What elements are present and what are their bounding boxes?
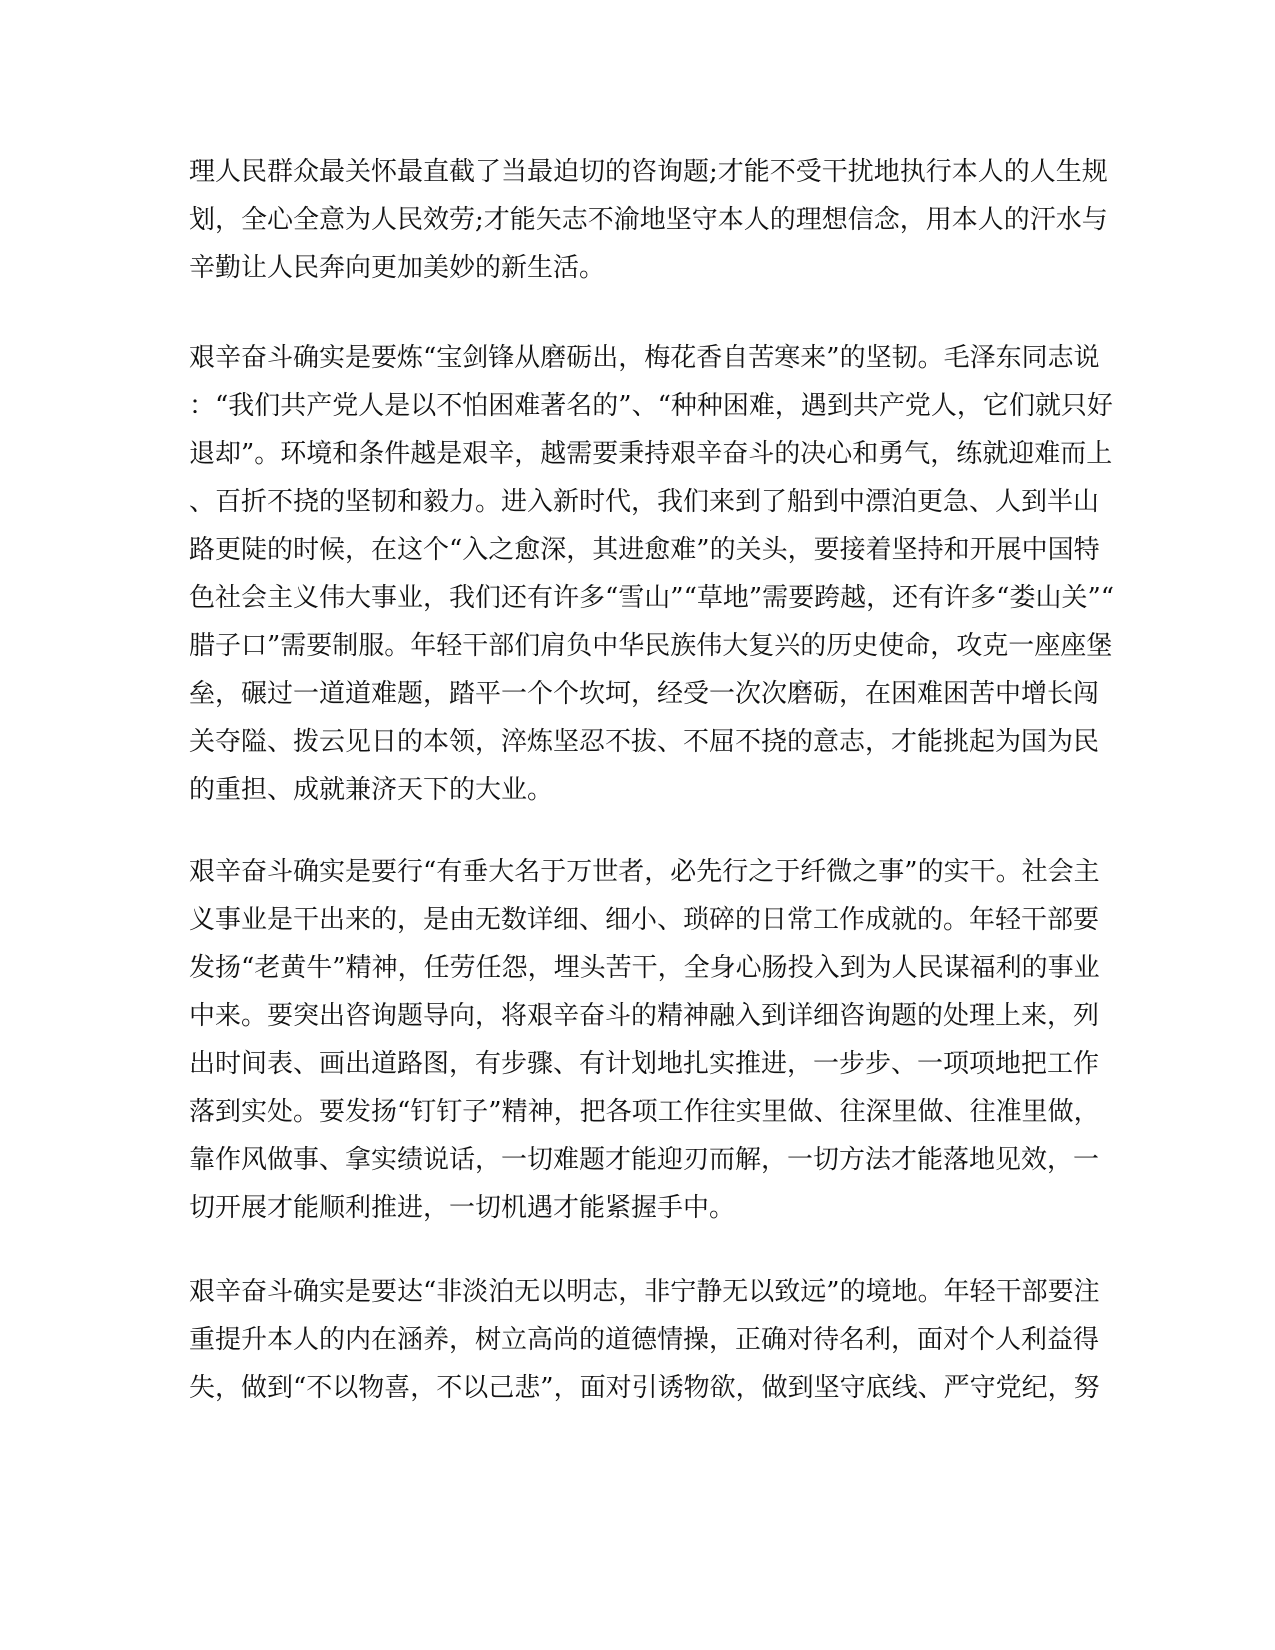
text-line: 落到实处。要发扬“钉钉子”精神，把各项工作往实里做、往深里做、往准里做， <box>189 1097 1100 1127</box>
text-line: 划，全心全意为人民效劳;才能矢志不渝地坚守本人的理想信念，用本人的汗水与 <box>189 205 1108 235</box>
text-line: 关夺隘、拨云见日的本领，淬炼坚忍不拔、不屈不挠的意志，才能挑起为国为民 <box>189 727 1100 757</box>
text-line: 辛勤让人民奔向更加美妙的新生活。 <box>189 253 606 283</box>
text-line: 义事业是干出来的，是由无数详细、细小、琐碎的日常工作成就的。年轻干部要 <box>189 905 1100 935</box>
text-line: 垒，碾过一道道难题，踏平一个个坎坷，经受一次次磨砺，在困难困苦中增长闯 <box>189 679 1100 709</box>
text-line: 理人民群众最关怀最直截了当最迫切的咨询题;才能不受干扰地执行本人的人生规 <box>189 157 1108 187</box>
text-line: 切开展才能顺利推进，一切机遇才能紧握手中。 <box>189 1193 736 1223</box>
paragraph-1 <box>189 148 1108 292</box>
text-line: 色社会主义伟大事业，我们还有许多“雪山”“草地”需要跨越，还有许多“娄山关”“ <box>189 583 1115 613</box>
text-line: 艰辛奋斗确实是要达“非淡泊无以明志，非宁静无以致远”的境地。年轻干部要注 <box>189 1277 1100 1307</box>
text-line: 、百折不挠的坚韧和毅力。进入新时代，我们来到了船到中漂泊更急、人到半山 <box>189 487 1100 517</box>
text-line: 失，做到“不以物喜，不以己悲”，面对引诱物欲，做到坚守底线、严守党纪，努 <box>189 1373 1100 1403</box>
text-line: 中来。要突出咨询题导向，将艰辛奋斗的精神融入到详细咨询题的处理上来，列 <box>189 1001 1100 1031</box>
text-line: 靠作风做事、拿实绩说话，一切难题才能迎刃而解，一切方法才能落地见效，一 <box>189 1145 1100 1175</box>
text-line: 发扬“老黄牛”精神，任劳任怨，埋头苦干，全身心肠投入到为人民谋福利的事业 <box>189 953 1100 983</box>
text-line: 重提升本人的内在涵养，树立高尚的道德情操，正确对待名利，面对个人利益得 <box>189 1325 1100 1355</box>
text-line: 的重担、成就兼济天下的大业。 <box>189 775 554 805</box>
text-line: 腊子口”需要制服。年轻干部们肩负中华民族伟大复兴的历史使命，攻克一座座堡 <box>189 631 1113 661</box>
text-line: 出时间表、画出道路图，有步骤、有计划地扎实推进，一步步、一项项地把工作 <box>189 1049 1100 1079</box>
text-line: 路更陡的时候，在这个“入之愈深，其进愈难”的关头，要接着坚持和开展中国特 <box>189 535 1100 565</box>
text-line: 退却”。环境和条件越是艰辛，越需要秉持艰辛奋斗的决心和勇气，练就迎难而上 <box>189 439 1113 469</box>
text-line: 艰辛奋斗确实是要炼“宝剑锋从磨砺出，梅花香自苦寒来”的坚韧。毛泽东同志说 <box>189 343 1100 373</box>
paragraph-3 <box>189 848 1100 1232</box>
text-line: ：“我们共产党人是以不怕困难著名的”、“种种困难，遇到共产党人，它们就只好 <box>189 391 1113 421</box>
paragraph-2 <box>189 334 1115 814</box>
paragraph-4 <box>189 1268 1100 1412</box>
text-line: 艰辛奋斗确实是要行“有垂大名于万世者，必先行之于纤微之事”的实干。社会主 <box>189 857 1100 887</box>
